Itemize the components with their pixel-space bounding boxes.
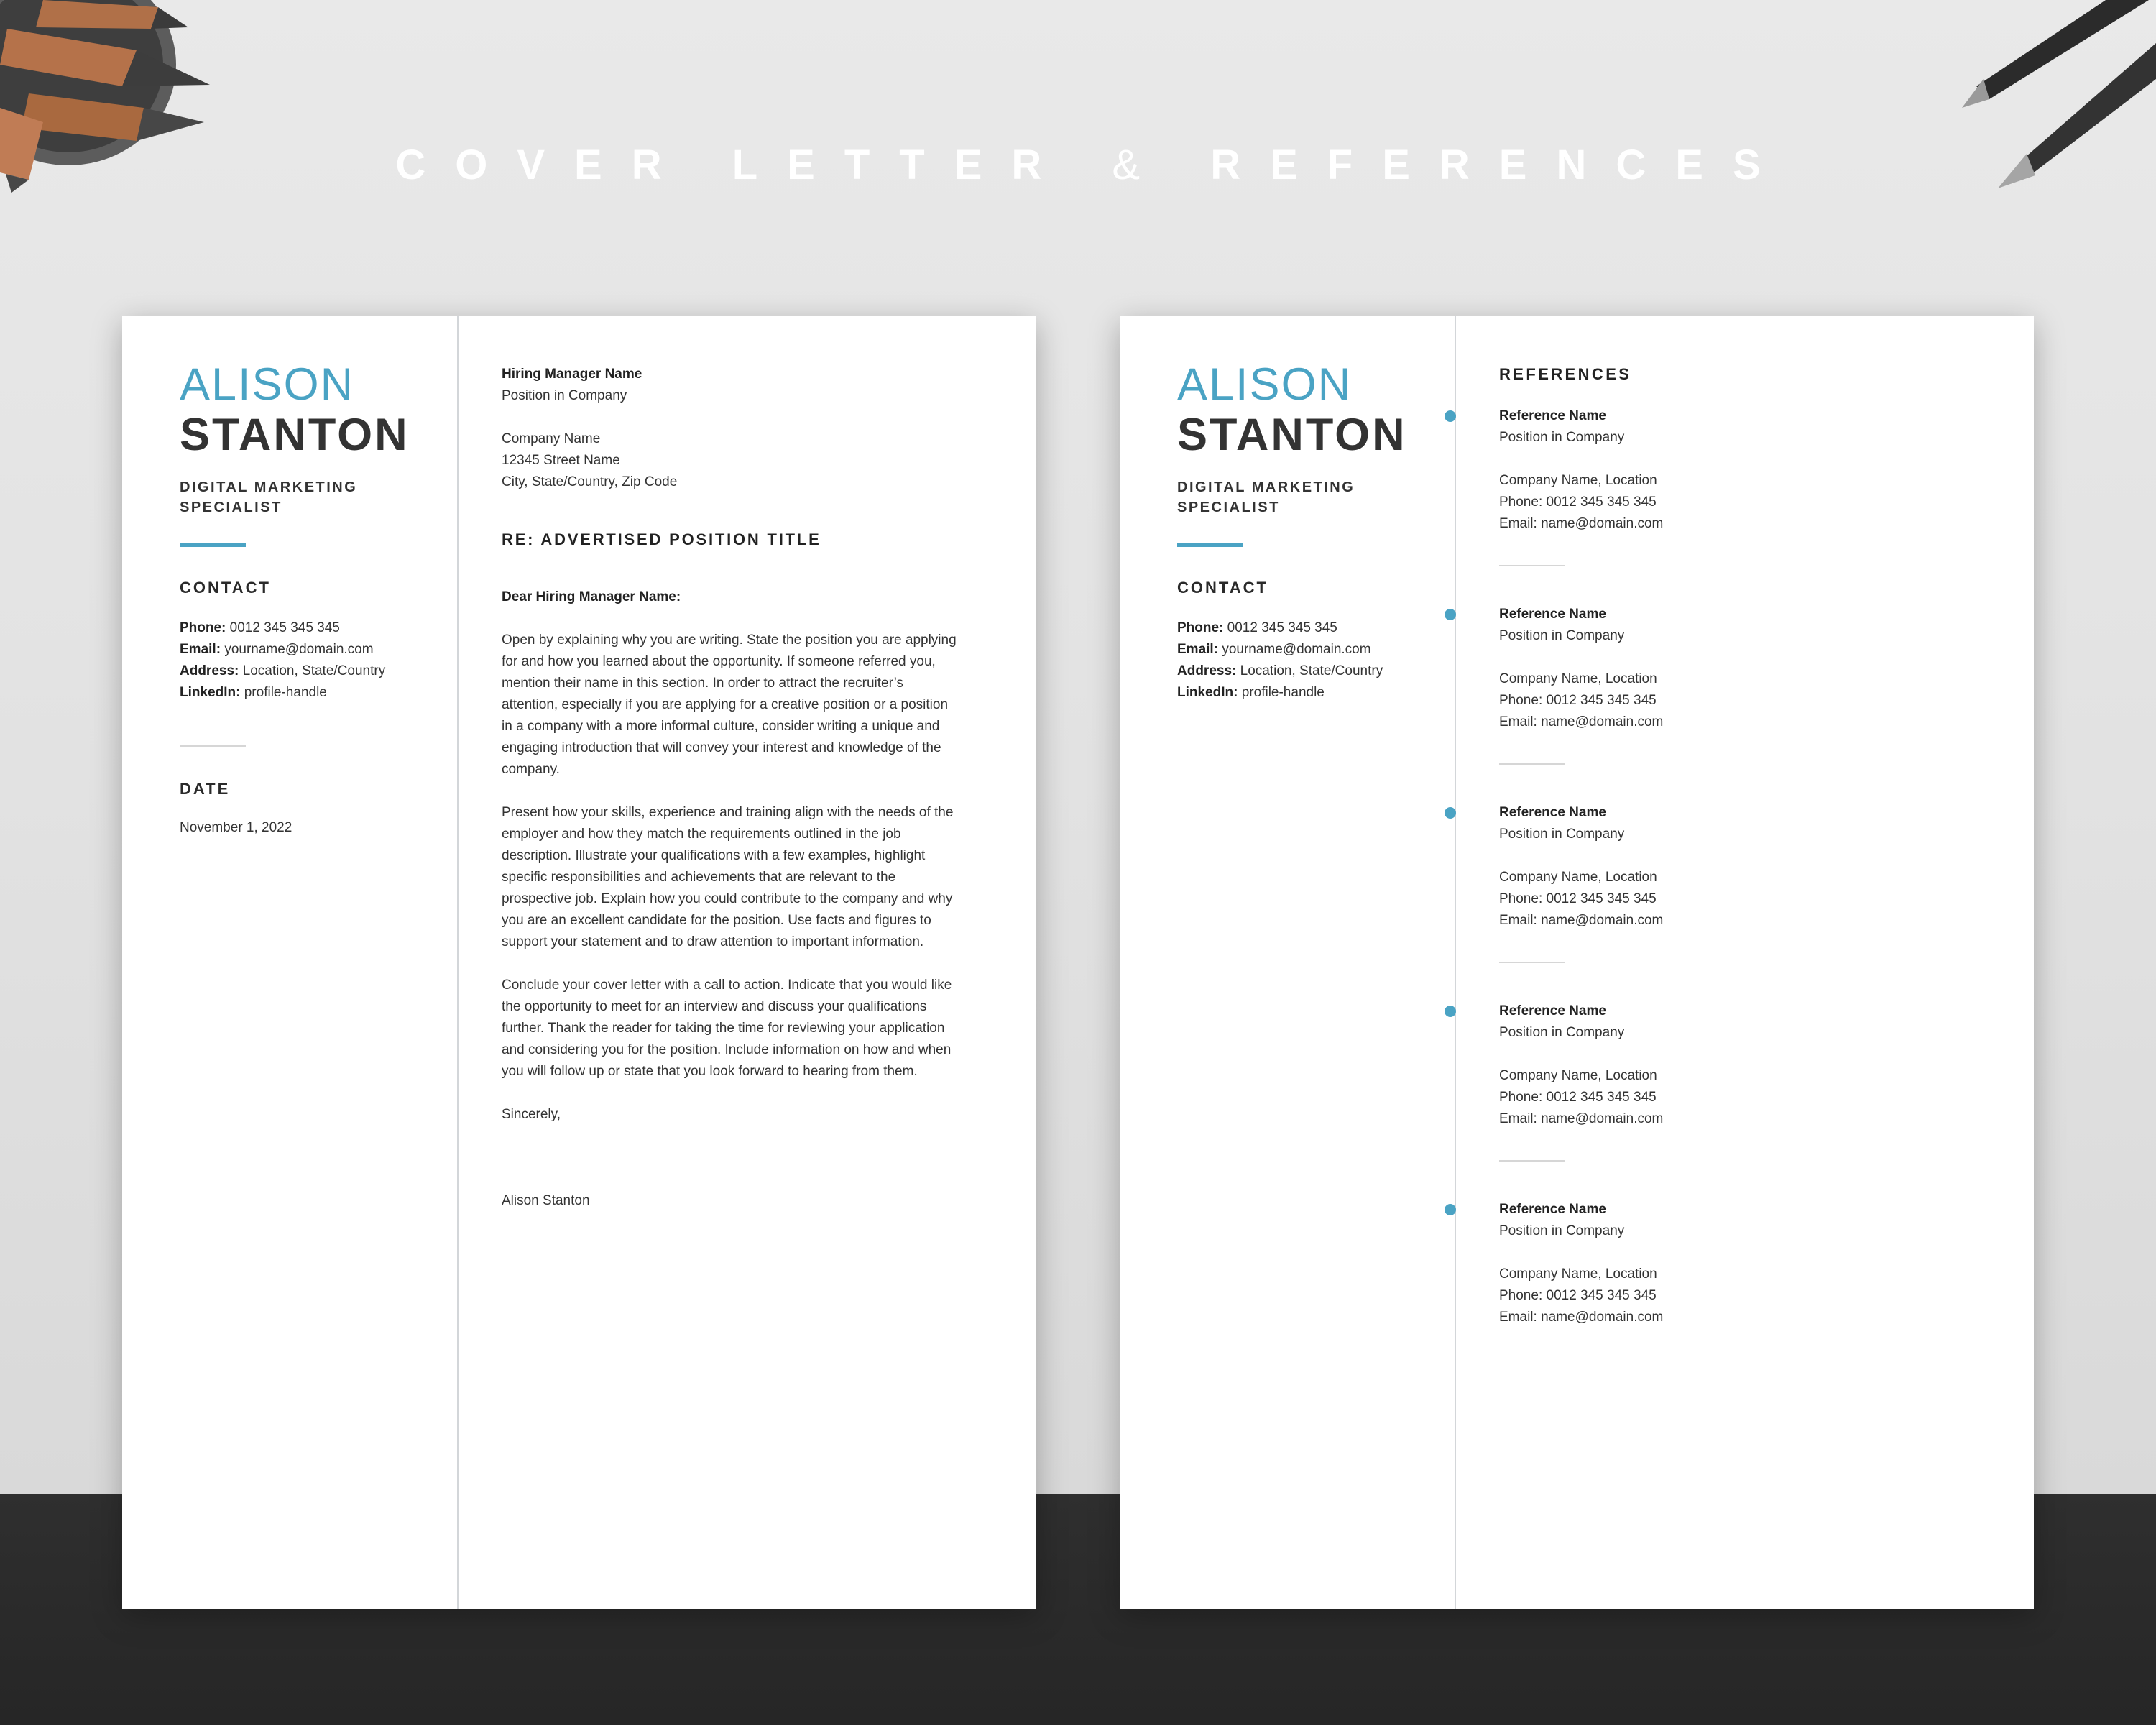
contact-linkedin <box>180 682 438 704</box>
job-title <box>180 477 367 518</box>
contact-linkedin <box>1177 682 1436 704</box>
reference-phone: Phone: 0012 345 345 345 <box>1499 1090 1657 1105</box>
contact-email <box>1177 639 1436 661</box>
text-line: attention, especially if you are applying for a creative position or a position <box>502 697 949 712</box>
last-name: STANTON <box>1177 410 1407 460</box>
headline-word-letter: LETTER <box>732 142 1072 188</box>
references-heading: REFERENCES <box>1499 365 1632 383</box>
job-title-line: DIGITAL MARKETING <box>180 479 358 495</box>
reference-position: Position in Company <box>1499 827 1625 842</box>
reference-divider <box>1499 1160 1565 1162</box>
cover-letter-page <box>122 316 1036 1609</box>
date-heading: DATE <box>180 780 231 798</box>
text-line: the opportunity to meet for an interview and discuss your qualifications <box>502 999 927 1014</box>
contact-value: Location, State/Country <box>1240 663 1383 678</box>
contact-address <box>180 661 438 682</box>
contact-label: Phone: <box>1177 620 1224 635</box>
reference-email: Email: name@domain.com <box>1499 913 1664 928</box>
reference-divider <box>1499 565 1565 566</box>
contact-label: LinkedIn: <box>1177 685 1238 700</box>
contact-value: yourname@domain.com <box>224 642 374 657</box>
reference-company: Company Name, Location <box>1499 870 1657 885</box>
reference-divider <box>1499 763 1565 765</box>
recipient-street: 12345 Street Name <box>502 453 620 468</box>
text-line: description. Illustrate your qualifications with a few examples, highlight <box>502 848 926 863</box>
headline-ampersand: & <box>1112 142 1170 188</box>
recipient-city: City, State/Country, Zip Code <box>502 474 678 489</box>
reference-position: Position in Company <box>1499 628 1625 643</box>
text-line: Present how your skills, experience and training align with the needs of the <box>502 805 954 820</box>
text-line: employer and how they match the requirements outlined in the job <box>502 827 901 842</box>
reference-name: Reference Name <box>1499 408 1606 423</box>
timeline-dot <box>1445 410 1456 422</box>
accent-bar <box>180 543 246 547</box>
timeline-line <box>1455 316 1456 1609</box>
paragraph <box>502 630 990 781</box>
reference-entry <box>1499 405 2002 566</box>
reference-company: Company Name, Location <box>1499 473 1657 488</box>
text-line: specific responsibilities and achievements that are relevant to the <box>502 870 896 885</box>
recipient-position: Position in Company <box>502 388 627 403</box>
contact-heading: CONTACT <box>180 579 271 597</box>
text-line: further. Thank the reader for taking the time for reviewing your application <box>502 1021 945 1036</box>
reference-email: Email: name@domain.com <box>1499 714 1664 730</box>
text-line: and considering you for the position. Include information on how and when <box>502 1042 952 1057</box>
contact-value: yourname@domain.com <box>1222 642 1371 657</box>
job-title-line: SPECIALIST <box>180 500 282 515</box>
reference-phone: Phone: 0012 345 345 345 <box>1499 693 1657 708</box>
paragraph <box>502 802 990 953</box>
reference-email: Email: name@domain.com <box>1499 1111 1664 1126</box>
text-line: support your statement and to draw attention to important information. <box>502 934 924 949</box>
text-line: mention their name in this section. In order to attract the recruiter’s <box>502 676 904 691</box>
contact-list <box>180 617 438 704</box>
job-title-line: SPECIALIST <box>1177 500 1280 515</box>
contact-label: Email: <box>1177 642 1219 657</box>
reference-company: Company Name, Location <box>1499 671 1657 686</box>
re-line: RE: ADVERTISED POSITION TITLE <box>502 530 821 548</box>
text-line: for and how you learned about the opportunity. If someone referred you, <box>502 654 936 669</box>
reference-name: Reference Name <box>1499 1202 1606 1217</box>
contact-label: LinkedIn: <box>180 685 241 700</box>
job-title-line: DIGITAL MARKETING <box>1177 479 1355 495</box>
first-name: ALISON <box>1177 359 1353 410</box>
reference-position: Position in Company <box>1499 430 1625 445</box>
reference-entry <box>1499 604 2002 765</box>
letter-date: November 1, 2022 <box>180 820 292 835</box>
text-line: Conclude your cover letter with a call to action. Indicate that you would like <box>502 978 952 993</box>
contact-label: Address: <box>180 663 239 678</box>
reference-entry <box>1499 1199 2002 1328</box>
contact-label: Address: <box>1177 663 1237 678</box>
paragraph <box>502 975 990 1082</box>
contact-phone <box>1177 617 1436 639</box>
signature: Alison Stanton <box>502 1193 590 1208</box>
text-line: Open by explaining why you are writing. State the position you are applying <box>502 632 957 648</box>
page-headline <box>0 141 2156 189</box>
timeline-dot <box>1445 609 1456 620</box>
job-title <box>1177 477 1364 518</box>
timeline-dot <box>1445 1204 1456 1215</box>
reference-name: Reference Name <box>1499 805 1606 820</box>
closing: Sincerely, <box>502 1107 561 1122</box>
contact-value: 0012 345 345 345 <box>229 620 340 635</box>
contact-value: profile-handle <box>1241 685 1325 700</box>
contact-email <box>180 639 438 661</box>
sidebar <box>180 359 438 839</box>
reference-phone: Phone: 0012 345 345 345 <box>1499 494 1657 510</box>
text-line: prospective job. Explain how you could contribute to the company and why <box>502 891 953 906</box>
references-page <box>1120 316 2034 1609</box>
contact-value: Location, State/Country <box>242 663 386 678</box>
contact-label: Phone: <box>180 620 226 635</box>
headline-word-references: REFERENCES <box>1210 142 1790 188</box>
text-line: in a company with a more informal culture, consider writing a unique and <box>502 719 940 734</box>
recipient-company: Company Name <box>502 431 601 446</box>
sidebar <box>1177 359 1436 704</box>
timeline-dot <box>1445 807 1456 819</box>
timeline-dot <box>1445 1006 1456 1017</box>
section-divider <box>180 745 246 747</box>
reference-name: Reference Name <box>1499 1003 1606 1018</box>
reference-position: Position in Company <box>1499 1025 1625 1040</box>
contact-label: Email: <box>180 642 221 657</box>
column-divider <box>457 316 459 1609</box>
reference-divider <box>1499 962 1565 963</box>
references-list <box>1499 359 2002 1328</box>
contact-heading: CONTACT <box>1177 579 1268 597</box>
reference-position: Position in Company <box>1499 1223 1625 1238</box>
contact-address <box>1177 661 1436 682</box>
reference-phone: Phone: 0012 345 345 345 <box>1499 1288 1657 1303</box>
contact-value: 0012 345 345 345 <box>1227 620 1337 635</box>
headline-word-cover: COVER <box>395 142 691 188</box>
reference-company: Company Name, Location <box>1499 1266 1657 1282</box>
text-line: you are an excellent candidate for the position. Use facts and figures to <box>502 913 931 928</box>
text-line: company. <box>502 762 560 777</box>
first-name: ALISON <box>180 359 355 410</box>
last-name: STANTON <box>180 410 410 460</box>
reference-email: Email: name@domain.com <box>1499 516 1664 531</box>
reference-name: Reference Name <box>1499 607 1606 622</box>
recipient-name: Hiring Manager Name <box>502 367 642 382</box>
text-line: you will follow up or state that you look forward to hearing from them. <box>502 1064 918 1079</box>
reference-entry <box>1499 802 2002 963</box>
letter-body <box>502 364 990 1212</box>
contact-value: profile-handle <box>244 685 327 700</box>
reference-company: Company Name, Location <box>1499 1068 1657 1083</box>
accent-bar <box>1177 543 1243 547</box>
contact-phone <box>180 617 438 639</box>
text-line: engaging introduction that will convey your interest and knowledge of the <box>502 740 941 755</box>
contact-list <box>1177 617 1436 704</box>
reference-phone: Phone: 0012 345 345 345 <box>1499 891 1657 906</box>
reference-email: Email: name@domain.com <box>1499 1310 1664 1325</box>
greeting: Dear Hiring Manager Name: <box>502 589 681 604</box>
reference-entry <box>1499 1000 2002 1162</box>
